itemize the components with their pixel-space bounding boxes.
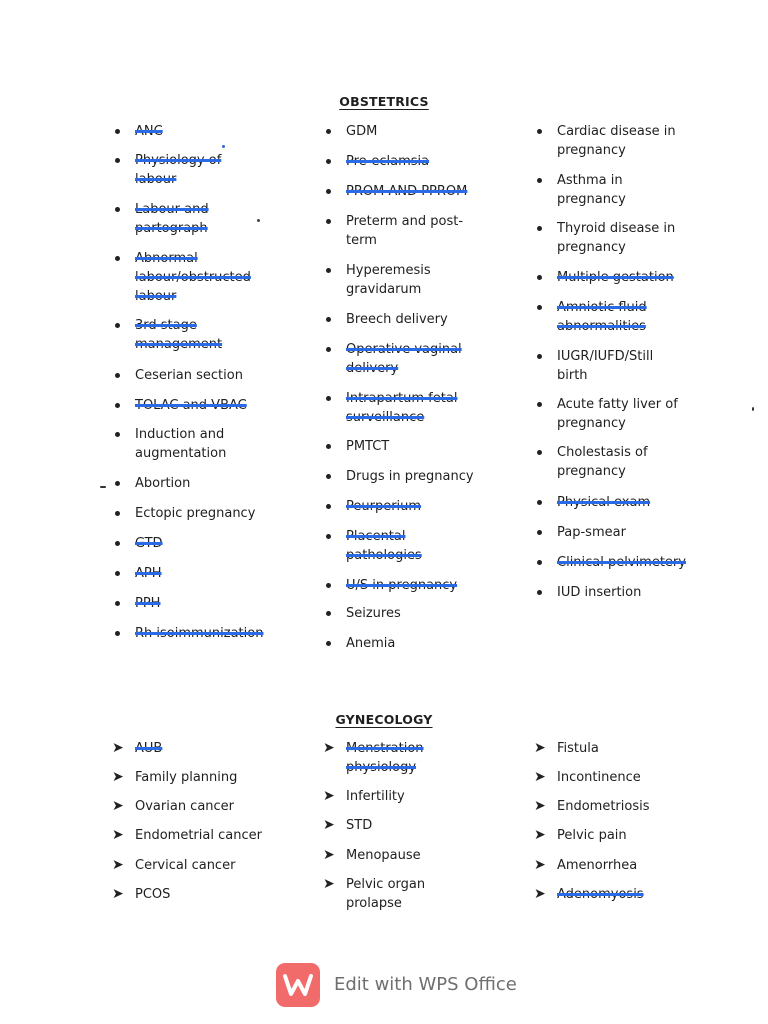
list-item bbox=[346, 634, 476, 653]
list-item-text: Clinical pelvimetery bbox=[557, 555, 686, 570]
list-item-text: Endometriosis bbox=[557, 799, 650, 814]
list-item-text: Pelvic pain bbox=[557, 828, 627, 843]
list-item-text: PMTCT bbox=[346, 439, 390, 454]
list-item-text: PCOS bbox=[135, 887, 171, 902]
bullet-icon bbox=[115, 158, 120, 163]
bullet-icon bbox=[537, 530, 542, 535]
list-item-text: ANC bbox=[135, 124, 163, 139]
list-item-text: Physiology of labour bbox=[135, 153, 222, 187]
list-item bbox=[346, 182, 476, 201]
arrow-bullet-icon: ➤ bbox=[534, 886, 546, 902]
arrow-bullet-icon: ➤ bbox=[112, 798, 124, 814]
bullet-icon bbox=[326, 189, 331, 194]
list-item bbox=[346, 604, 476, 623]
bullet-icon bbox=[115, 207, 120, 212]
arrow-bullet-icon: ➤ bbox=[323, 847, 335, 863]
list-item bbox=[346, 437, 476, 456]
list-item bbox=[135, 151, 265, 189]
list-item bbox=[557, 268, 687, 287]
list-item bbox=[557, 122, 687, 160]
list-item bbox=[557, 219, 687, 257]
list-item bbox=[346, 576, 476, 595]
list-item bbox=[323, 846, 456, 865]
list-item-text: APH bbox=[135, 566, 162, 581]
stray-pen-dot bbox=[257, 219, 260, 222]
list-item-text: Cervical cancer bbox=[135, 858, 236, 873]
arrow-bullet-icon: ➤ bbox=[534, 740, 546, 756]
list-item bbox=[534, 797, 687, 816]
list-item-text: PPH bbox=[135, 596, 161, 611]
bullet-icon bbox=[115, 256, 120, 261]
bullet-icon bbox=[115, 541, 120, 546]
list-item bbox=[323, 875, 456, 913]
bullet-icon bbox=[326, 268, 331, 273]
list-item-text: Infertility bbox=[346, 789, 405, 804]
list-item-text: Menstration physiology bbox=[346, 741, 424, 775]
arrow-bullet-icon: ➤ bbox=[534, 857, 546, 873]
list-item bbox=[346, 152, 476, 171]
list-item-text: STD bbox=[346, 818, 373, 833]
list-item-text: Ectopic pregnancy bbox=[135, 506, 256, 521]
arrow-bullet-icon: ➤ bbox=[534, 769, 546, 785]
arrow-bullet-icon: ➤ bbox=[112, 857, 124, 873]
list-item bbox=[557, 347, 687, 385]
list-item-text: Amenorrhea bbox=[557, 858, 638, 873]
bullet-icon bbox=[115, 571, 120, 576]
list-item-text: Induction and augmentation bbox=[135, 427, 227, 461]
arrow-bullet-icon: ➤ bbox=[112, 769, 124, 785]
list-item-text: PROM AND PPROM bbox=[346, 184, 468, 199]
list-item-text: Peurperium bbox=[346, 499, 422, 514]
list-item-text: Pap-smear bbox=[557, 525, 626, 540]
bullet-icon bbox=[537, 275, 542, 280]
list-item-text: Thyroid disease in pregnancy bbox=[557, 221, 676, 255]
arrow-bullet-icon: ➤ bbox=[112, 886, 124, 902]
list-item bbox=[112, 885, 275, 904]
bullet-icon bbox=[326, 159, 331, 164]
list-item bbox=[135, 396, 265, 415]
bullet-icon bbox=[326, 611, 331, 616]
list-item-text: Adenomyosis bbox=[557, 887, 644, 902]
bullet-icon bbox=[537, 500, 542, 505]
list-item bbox=[135, 624, 265, 643]
list-item bbox=[346, 527, 476, 565]
list-item bbox=[534, 739, 687, 758]
arrow-bullet-icon: ➤ bbox=[112, 827, 124, 843]
list-item bbox=[135, 594, 265, 613]
bullet-icon bbox=[326, 129, 331, 134]
wps-logo-icon bbox=[276, 963, 320, 1007]
list-item bbox=[135, 316, 265, 354]
stray-pen-mark bbox=[100, 486, 106, 488]
list-item-text: Endometrial cancer bbox=[135, 828, 262, 843]
list-item bbox=[112, 797, 275, 816]
list-item-text: Acute fatty liver of pregnancy bbox=[557, 397, 678, 431]
bullet-icon bbox=[115, 631, 120, 636]
list-item-text: Physical exam bbox=[557, 495, 651, 510]
list-item bbox=[534, 885, 687, 904]
bullet-icon bbox=[326, 219, 331, 224]
list-item bbox=[112, 826, 275, 845]
bullet-icon bbox=[326, 504, 331, 509]
list-item-text: Drugs in pregnancy bbox=[346, 469, 474, 484]
list-item-text: Abnormal labour/obstructed labour bbox=[135, 251, 251, 304]
list-item-text: Ceserian section bbox=[135, 368, 243, 383]
bullet-icon bbox=[537, 560, 542, 565]
list-item bbox=[557, 493, 687, 512]
list-item bbox=[135, 366, 265, 385]
list-item bbox=[557, 553, 687, 572]
bullet-icon bbox=[537, 450, 542, 455]
list-item bbox=[346, 122, 476, 141]
bullet-icon bbox=[115, 323, 120, 328]
list-item-text: Pre-eclamsia bbox=[346, 154, 430, 169]
list-item bbox=[346, 340, 476, 378]
wps-watermark[interactable] bbox=[276, 961, 517, 1008]
arrow-bullet-icon: ➤ bbox=[323, 740, 335, 756]
list-item bbox=[323, 787, 456, 806]
list-item-text: Anemia bbox=[346, 636, 396, 651]
list-item-text: GDM bbox=[346, 124, 378, 139]
bullet-icon bbox=[537, 354, 542, 359]
list-item-text: Rh isoimmunization bbox=[135, 626, 264, 641]
bullet-icon bbox=[326, 534, 331, 539]
bullet-icon bbox=[115, 373, 120, 378]
list-item-text: GTD bbox=[135, 536, 163, 551]
arrow-bullet-icon: ➤ bbox=[534, 798, 546, 814]
bullet-icon bbox=[326, 396, 331, 401]
bullet-icon bbox=[115, 481, 120, 486]
bullet-icon bbox=[115, 511, 120, 516]
list-item bbox=[346, 310, 476, 329]
list-item bbox=[135, 474, 265, 493]
list-item-text: Seizures bbox=[346, 606, 401, 621]
arrow-bullet-icon: ➤ bbox=[323, 788, 335, 804]
list-item-text: Incontinence bbox=[557, 770, 641, 785]
list-item bbox=[557, 395, 687, 433]
list-item-text: Cholestasis of pregnancy bbox=[557, 445, 648, 479]
list-item bbox=[135, 200, 265, 238]
list-item-text: Placental pathologies bbox=[346, 529, 422, 563]
list-item-text: Pelvic organ prolapse bbox=[346, 877, 426, 911]
list-item bbox=[346, 467, 476, 486]
list-item-text: Amniotic fluid abnormalities bbox=[557, 300, 647, 334]
bullet-icon bbox=[537, 402, 542, 407]
list-item bbox=[346, 261, 476, 299]
list-item bbox=[534, 826, 687, 845]
list-item-text: Menopause bbox=[346, 848, 421, 863]
bullet-icon bbox=[326, 444, 331, 449]
bullet-icon bbox=[115, 129, 120, 134]
list-item bbox=[135, 249, 265, 306]
arrow-bullet-icon: ➤ bbox=[323, 817, 335, 833]
list-item bbox=[112, 856, 275, 875]
stray-pen-dot bbox=[222, 145, 225, 148]
list-item-text: Fistula bbox=[557, 741, 599, 756]
list-item bbox=[112, 739, 275, 758]
list-item bbox=[534, 856, 687, 875]
list-item-text: Abortion bbox=[135, 476, 191, 491]
list-item bbox=[557, 523, 687, 542]
list-item bbox=[346, 497, 476, 516]
bullet-icon bbox=[537, 226, 542, 231]
bullet-icon bbox=[537, 305, 542, 310]
bullet-icon bbox=[326, 347, 331, 352]
list-item-text: TOLAC and VBAC bbox=[135, 398, 247, 413]
list-item bbox=[135, 122, 265, 141]
list-item bbox=[135, 534, 265, 553]
obstetrics-heading: OBSTETRICS bbox=[339, 94, 429, 109]
list-item-text: Preterm and post-term bbox=[346, 214, 464, 248]
bullet-icon bbox=[537, 590, 542, 595]
bullet-icon bbox=[115, 403, 120, 408]
stray-pen-dot bbox=[752, 407, 754, 411]
list-item bbox=[346, 389, 476, 427]
arrow-bullet-icon: ➤ bbox=[112, 740, 124, 756]
list-item-text: Asthma in pregnancy bbox=[557, 173, 626, 207]
list-item-text: Cardiac disease in pregnancy bbox=[557, 124, 676, 158]
bullet-icon bbox=[326, 641, 331, 646]
list-item-text: Family planning bbox=[135, 770, 238, 785]
list-item-text: Operative vaginal delivery bbox=[346, 342, 462, 376]
list-item-text: 3rd stage management bbox=[135, 318, 223, 352]
list-item bbox=[323, 816, 456, 835]
bullet-icon bbox=[115, 432, 120, 437]
list-item-text: Intrapartum fetal surveillance bbox=[346, 391, 458, 425]
bullet-icon bbox=[537, 129, 542, 134]
bullet-icon bbox=[326, 317, 331, 322]
list-item bbox=[557, 443, 687, 481]
list-item bbox=[557, 298, 687, 336]
list-item bbox=[346, 212, 476, 250]
bullet-icon bbox=[537, 178, 542, 183]
list-item-text: IUD insertion bbox=[557, 585, 642, 600]
list-item-text: IUGR/IUFD/Still birth bbox=[557, 349, 654, 383]
list-item bbox=[534, 768, 687, 787]
list-item-text: Labour and partograph bbox=[135, 202, 209, 236]
list-item-text: AUB bbox=[135, 741, 163, 756]
list-item-text: Breech delivery bbox=[346, 312, 448, 327]
list-item bbox=[135, 504, 265, 523]
list-item-text: Hyperemesis gravidarum bbox=[346, 263, 431, 297]
bullet-icon bbox=[115, 601, 120, 606]
wps-watermark-text: Edit with WPS Office bbox=[334, 974, 517, 995]
arrow-bullet-icon: ➤ bbox=[534, 827, 546, 843]
arrow-bullet-icon: ➤ bbox=[323, 876, 335, 892]
list-item bbox=[557, 583, 687, 602]
bullet-icon bbox=[326, 583, 331, 588]
list-item-text: Ovarian cancer bbox=[135, 799, 235, 814]
list-item bbox=[135, 425, 265, 463]
list-item-text: Multiple gestation bbox=[557, 270, 674, 285]
list-item bbox=[135, 564, 265, 583]
list-item bbox=[557, 171, 687, 209]
list-item bbox=[323, 739, 456, 777]
list-item bbox=[112, 768, 275, 787]
list-item-text: U/S in pregnancy bbox=[346, 578, 458, 593]
bullet-icon bbox=[326, 474, 331, 479]
gynecology-heading: GYNECOLOGY bbox=[335, 712, 433, 727]
